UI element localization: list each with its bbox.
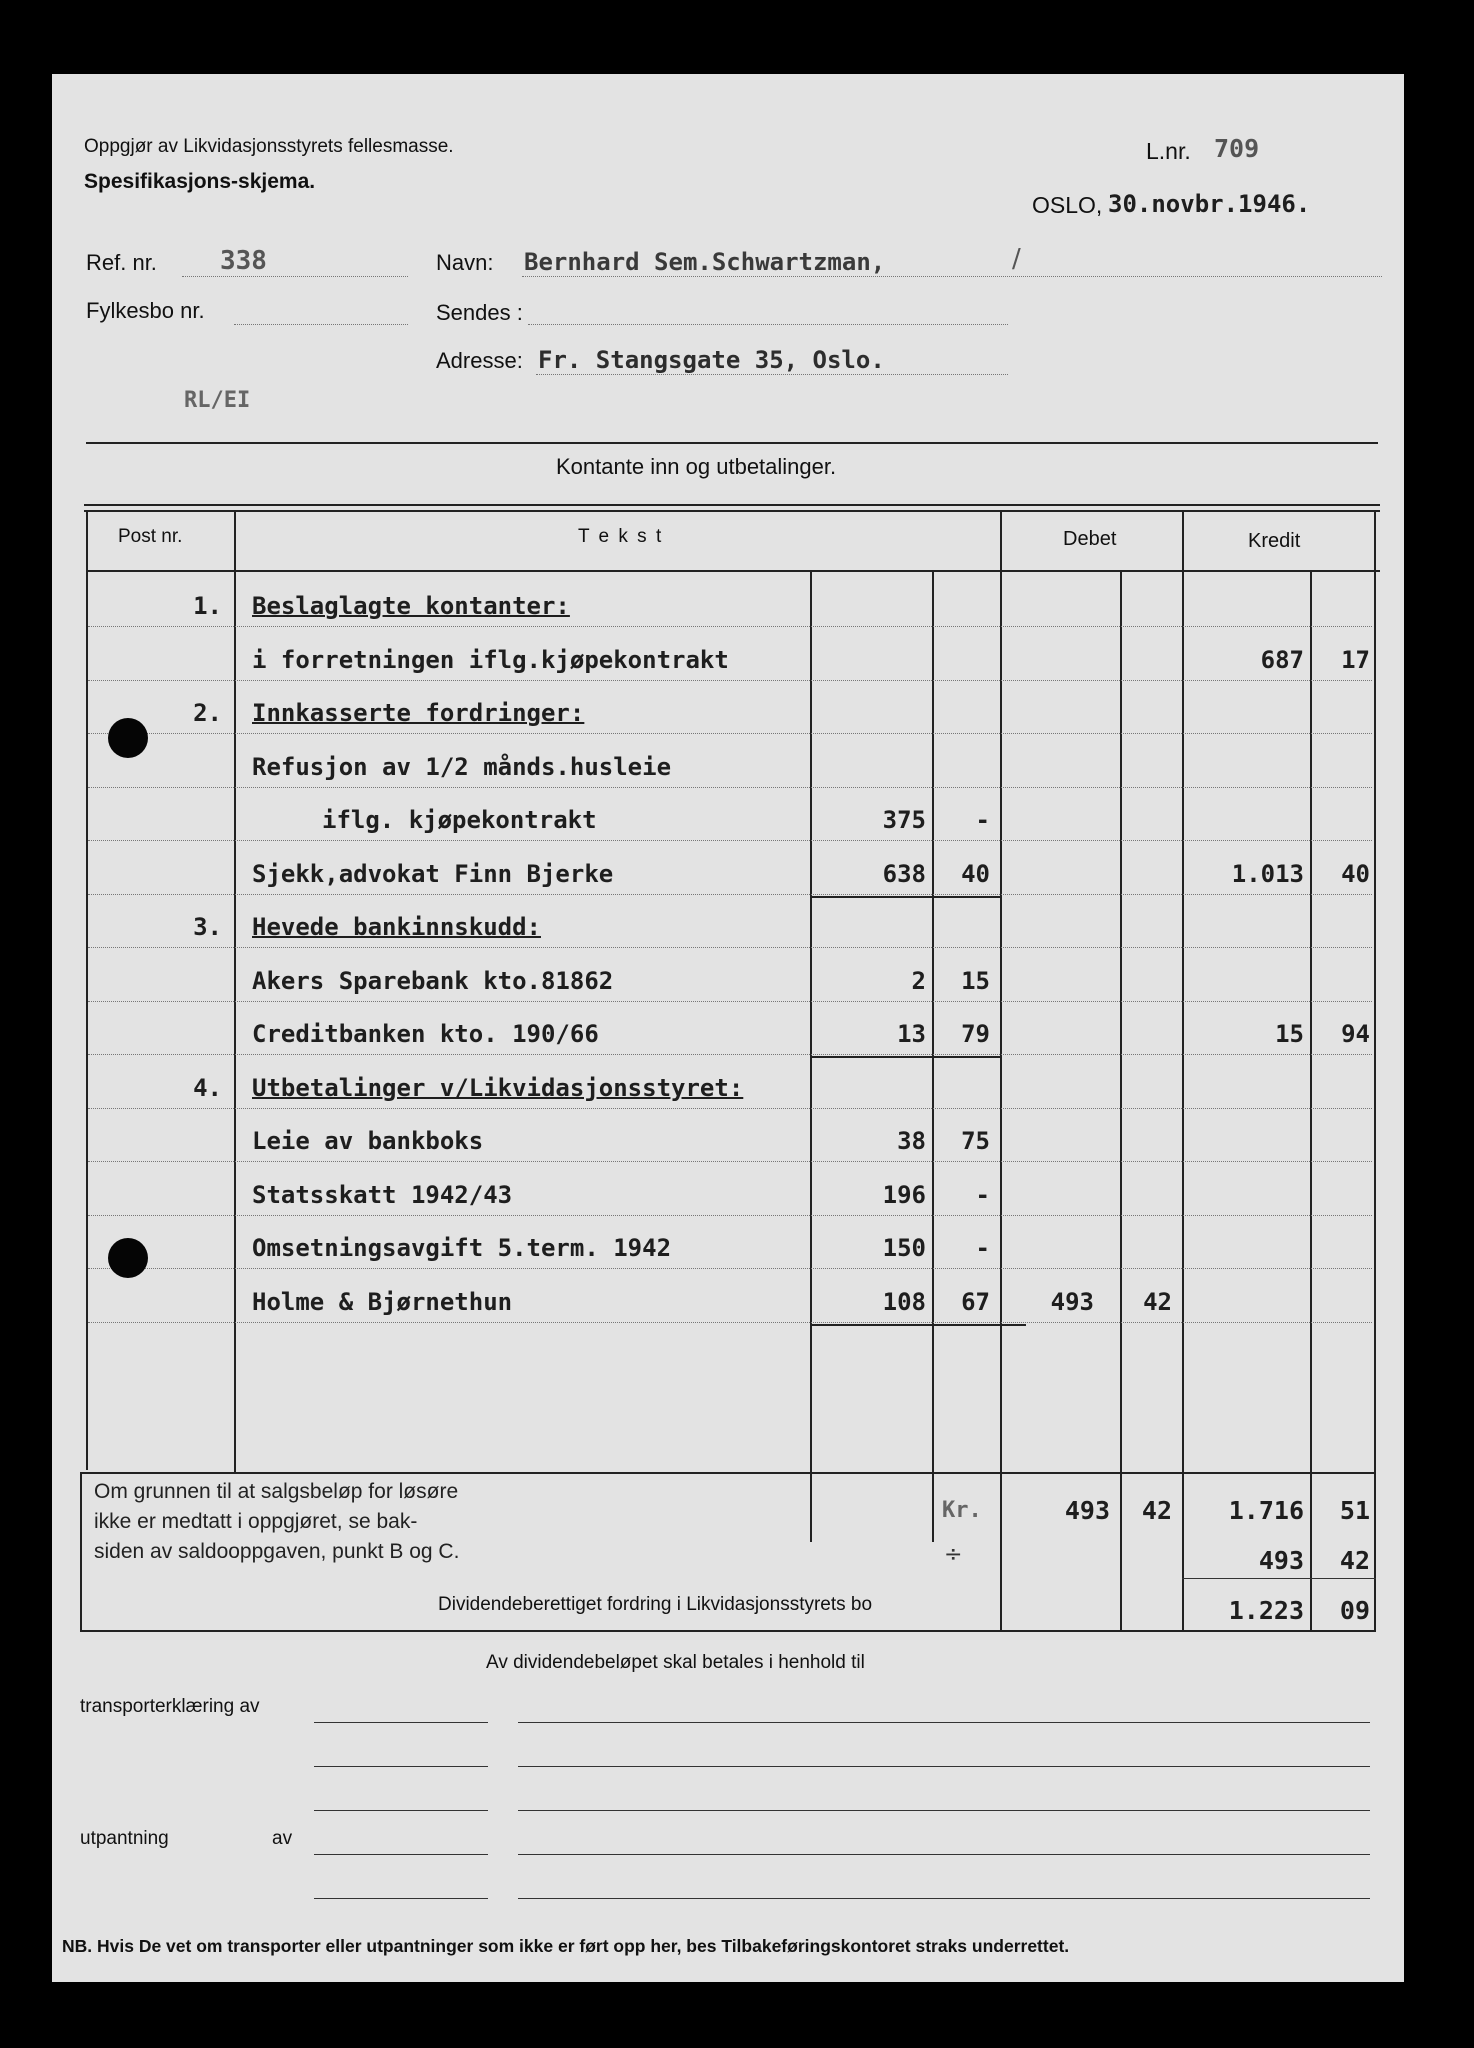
row-text: iflg. kjøpekontrakt	[322, 806, 597, 834]
row-text: i forretningen iflg.kjøpekontrakt	[252, 646, 729, 674]
row-guide	[88, 947, 1372, 948]
fylkesbo-line	[234, 324, 408, 325]
subtotal-kroner: 150	[882, 1234, 926, 1262]
navn-line	[522, 276, 1382, 277]
punch-hole	[108, 1238, 148, 1278]
row-text: Hevede bankinnskudd:	[252, 913, 541, 941]
subtotal-kroner: 375	[882, 806, 926, 834]
row-text: Omsetningsavgift 5.term. 1942	[252, 1234, 672, 1262]
row-text: Holme & Bjørnethun	[252, 1288, 513, 1316]
dividend-ore: 09	[1339, 1596, 1370, 1625]
fylkesbo-label: Fylkesbo nr.	[86, 298, 205, 323]
subtotal-ore: 15	[961, 967, 990, 995]
row-guide	[88, 840, 1372, 841]
subtotal-kroner: 108	[882, 1288, 926, 1316]
subtotal-ore: 75	[961, 1127, 990, 1155]
col-tekst-header: T e k s t	[578, 526, 664, 547]
adresse-value: Fr. Stangsgate 35, Oslo.	[538, 346, 885, 374]
kredit-kroner: 15	[1275, 1020, 1304, 1048]
row-guide	[88, 787, 1372, 788]
post-number: 4.	[193, 1074, 222, 1102]
ref-label: Ref. nr.	[86, 250, 157, 275]
utpantning-label: utpantning	[80, 1828, 169, 1849]
row-guide	[88, 1108, 1372, 1109]
minus-ore: 42	[1339, 1546, 1370, 1575]
punch-hole	[108, 718, 148, 758]
kredit-kroner: 687	[1260, 646, 1304, 674]
form-title: Spesifikasjons-skjema.	[84, 170, 316, 193]
row-text: Innkasserte fordringer:	[252, 699, 585, 727]
row-text: Beslaglagte kontanter:	[252, 592, 570, 620]
kr-label: Kr.	[942, 1498, 982, 1523]
transport-label: transporterklæring av	[80, 1696, 260, 1717]
row-guide	[88, 1215, 1372, 1216]
note-line-2: ikke er medtatt i oppgjøret, se bak-	[94, 1510, 418, 1533]
sum-rule	[812, 1324, 1026, 1326]
lnr-label: L.nr.	[1146, 138, 1191, 164]
total-debet-ore: 42	[1141, 1496, 1172, 1525]
row-guide	[88, 626, 1372, 627]
post-number: 3.	[193, 913, 222, 941]
total-kredit-kr: 1.716	[1228, 1496, 1304, 1525]
row-text: Creditbanken kto. 190/66	[252, 1020, 599, 1048]
row-text: Leie av bankboks	[252, 1127, 484, 1155]
sum-rule	[812, 896, 1002, 898]
col-post-header: Post nr.	[118, 526, 183, 547]
dividend-payment-line: Av dividendebeløpet skal betales i henhold til	[486, 1652, 865, 1673]
dividend-label: Dividendeberettiget fordring i Likvidasjonsstyrets bo	[438, 1594, 873, 1615]
total-debet-kr: 493	[1064, 1496, 1110, 1525]
kredit-ore: 40	[1341, 860, 1370, 888]
adresse-label: Adresse:	[436, 348, 523, 373]
section-title: Kontante inn og utbetalinger.	[556, 454, 837, 479]
lnr-value: 709	[1214, 134, 1260, 163]
row-guide	[88, 733, 1372, 734]
place-label: OSLO,	[1032, 192, 1103, 218]
sum-rule	[812, 1056, 1002, 1058]
subtotal-ore: 67	[961, 1288, 990, 1316]
subtotal-kroner: 2	[911, 967, 926, 995]
ref-line	[182, 276, 408, 277]
navn-label: Navn:	[436, 250, 494, 275]
row-guide	[88, 1054, 1372, 1055]
subtotal-kroner: 196	[882, 1181, 926, 1209]
document-date: 30.novbr.1946.	[1108, 190, 1311, 218]
initials: RL/EI	[184, 388, 251, 413]
row-guide	[88, 1001, 1372, 1002]
note-line-1: Om grunnen til at salgsbeløp for løsøre	[94, 1480, 459, 1503]
kredit-ore: 94	[1341, 1020, 1370, 1048]
subtotal-ore: -	[975, 1181, 990, 1209]
ref-value: 338	[220, 246, 267, 276]
navn-value: Bernhard Sem.Schwartzman,	[524, 248, 886, 276]
row-guide	[88, 1161, 1372, 1162]
subtotal-ore: 40	[961, 860, 990, 888]
kredit-kroner: 1.013	[1231, 860, 1304, 888]
debet-kroner: 493	[1050, 1288, 1094, 1316]
row-text: Sjekk,advokat Finn Bjerke	[252, 860, 614, 888]
subtotal-ore: -	[975, 1234, 990, 1262]
total-kredit-ore: 51	[1339, 1496, 1370, 1525]
subtotal-ore: 79	[961, 1020, 990, 1048]
utpantning-av-label: av	[272, 1828, 293, 1849]
post-number: 2.	[193, 699, 222, 727]
sendes-line	[528, 324, 1008, 325]
col-debet-header: Debet	[1063, 528, 1117, 550]
minus-kr: 493	[1258, 1546, 1304, 1575]
document-page	[52, 74, 1404, 1982]
note-line-3: siden av saldooppgaven, punkt B og C.	[94, 1540, 460, 1563]
row-text: Statsskatt 1942/43	[252, 1181, 513, 1209]
row-guide	[88, 680, 1372, 681]
section-rule	[86, 442, 1378, 444]
navn-mark: /	[1012, 244, 1021, 274]
row-guide	[88, 1322, 1372, 1323]
row-guide	[88, 1268, 1372, 1269]
subtotal-kroner: 38	[897, 1127, 926, 1155]
subtotal-kroner: 638	[882, 860, 926, 888]
row-text: Refusjon av 1/2 månds.husleie	[252, 753, 672, 781]
kredit-ore: 17	[1341, 646, 1370, 674]
row-text: Utbetalinger v/Likvidasjonsstyret:	[252, 1074, 744, 1102]
row-guide	[88, 894, 1372, 895]
subtotal-kroner: 13	[897, 1020, 926, 1048]
subtotal-ore: -	[975, 806, 990, 834]
sendes-label: Sendes :	[436, 300, 523, 325]
adresse-line	[536, 374, 1008, 375]
minus-label: ÷	[944, 1542, 963, 1567]
debet-ore: 42	[1143, 1288, 1172, 1316]
org-title: Oppgjør av Likvidasjonsstyrets fellesmasse.	[84, 136, 454, 157]
dividend-kr: 1.223	[1228, 1596, 1304, 1625]
row-text: Akers Sparebank kto.81862	[252, 967, 614, 995]
col-kredit-header: Kredit	[1248, 530, 1301, 552]
nb-notice: NB. Hvis De vet om transporter eller utpantninger som ikke er ført opp her, bes Tilbakeføringskontoret straks underrettet.	[62, 1936, 1070, 1956]
post-number: 1.	[193, 592, 222, 620]
